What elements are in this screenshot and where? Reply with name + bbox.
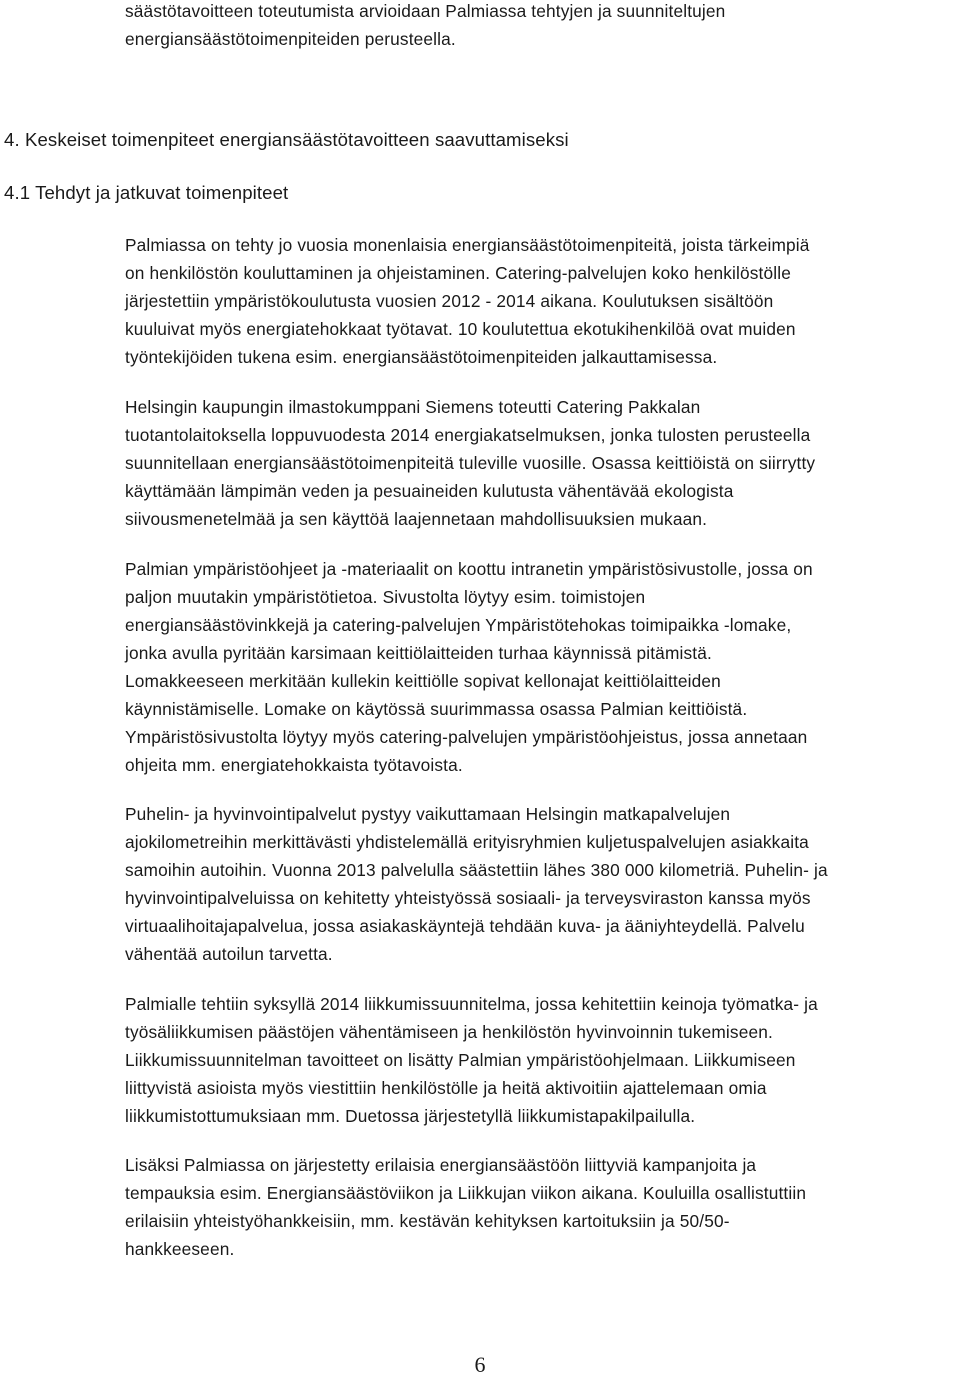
text-line: tempauksia esim. Energiansäästöviikon ja Liikkujan viikon aikana. Kouluilla osallistuttiin xyxy=(125,1183,807,1203)
text-line: Puhelin- ja hyvinvointipalvelut pystyy vaikuttamaan Helsingin matkapalvelujen xyxy=(125,804,731,824)
text-line: energiansäästötoimenpiteiden perusteella. xyxy=(125,29,456,49)
text-line: käyttämään lämpimän veden ja pesuaineiden kulutusta vähentävää ekologista xyxy=(125,481,734,501)
text-line: siivousmenetelmää ja sen käyttöä laajennetaan mahdollisuuksien mukaan. xyxy=(125,509,708,529)
text-line: Palmialle tehtiin syksyllä 2014 liikkumissuunnitelma, jossa kehitettiin keinoja työmatka- ja xyxy=(125,994,818,1014)
text-line: samoihin autoihin. Vuonna 2013 palvelulla säästettiin lähes 380 000 kilometriä. Puhelin- ja xyxy=(125,860,828,880)
text-line: järjestettiin ympäristökoulutusta vuosien 2012 - 2014 aikana. Koulutuksen sisältöön xyxy=(125,291,774,311)
page-number: 6 xyxy=(474,1352,486,1377)
text-line: Lomakkeeseen merkitään kullekin keittiölle sopivat kellonajat keittiölaitteiden xyxy=(125,671,721,691)
text-line: työsäliikkumisen päästöjen vähentämiseen ja henkilöstön hyvinvoinnin tukemiseen. xyxy=(125,1022,773,1042)
text-line: Palmian ympäristöohjeet ja -materiaalit on koottu intranetin ympäristösivustolle, jossa on xyxy=(125,559,813,579)
text-line: ajokilometreihin merkittävästi yhdistelemällä erityisryhmien kuljetuspalvelujen asiakkaita xyxy=(125,832,809,852)
text-line: virtuaalihoitajapalvelua, jossa asiakaskäyntejä tehdään kuva- ja ääniyhteydellä. Palvelu xyxy=(125,916,805,936)
text-line: jonka avulla pyritään karsimaan keittiölaitteiden turhaa käynnissä pitämistä. xyxy=(125,643,712,663)
text-line: tuotantolaitoksella loppuvuodesta 2014 energiakatselmuksen, jonka tulosten perusteella xyxy=(125,425,811,445)
text-line: hankkeeseen. xyxy=(125,1239,235,1259)
text-line: ohjeita mm. energiatehokkaista työtavoista. xyxy=(125,755,463,775)
text-line: Palmiassa on tehty jo vuosia monenlaisia energiansäästötoimenpiteitä, joista tärkeimpiä xyxy=(125,235,810,255)
text-line: suunnitellaan energiansäästötoimenpiteitä tuleville vuosille. Osassa keittiöistä on siirrytty xyxy=(125,453,816,473)
text-line: käynnistämiselle. Lomake on käytössä suurimmassa osassa Palmian keittiöistä. xyxy=(125,699,748,719)
text-line: Liikkumissuunnitelman tavoitteet on lisätty Palmian ympäristöohjelmaan. Liikkumiseen xyxy=(125,1050,796,1070)
text-line: paljon muutakin ympäristötietoa. Sivustolta löytyy esim. toimistojen xyxy=(125,587,646,607)
text-line: säästötavoitteen toteutumista arvioidaan Palmiassa tehtyjen ja suunniteltujen xyxy=(125,1,726,21)
section-heading: 4. Keskeiset toimenpiteet energiansäästötavoitteen saavuttamiseksi xyxy=(4,129,569,150)
text-line: kuuluivat myös energiatehokkaat työtavat. 10 koulutettua ekotukihenkilöä ovat muiden xyxy=(125,319,796,339)
text-line: Helsingin kaupungin ilmastokumppani Siemens toteutti Catering Pakkalan xyxy=(125,397,701,417)
text-line: on henkilöstön kouluttaminen ja ohjeistaminen. Catering-palvelujen koko henkilöstölle xyxy=(125,263,791,283)
text-line: erilaisiin yhteistyöhankkeisiin, mm. kestävän kehityksen kartoituksiin ja 50/50- xyxy=(125,1211,730,1231)
text-line: työntekijöiden tukena esim. energiansäästötoimenpiteiden jalkauttamisessa. xyxy=(125,347,718,367)
text-line: liittyvistä asioista myös viestittiin henkilöstölle ja heitä aktivoitiin ajattelemaan omia xyxy=(125,1078,767,1098)
text-line: energiansäästövinkkejä ja catering-palvelujen Ympäristötehokas toimipaikka -lomake, xyxy=(125,615,792,635)
text-line: Lisäksi Palmiassa on järjestetty erilaisia energiansäästöön liittyviä kampanjoita ja xyxy=(125,1155,757,1175)
subsection-heading: 4.1 Tehdyt ja jatkuvat toimenpiteet xyxy=(4,182,289,203)
text-line: vähentää autoilun tarvetta. xyxy=(125,944,333,964)
text-line: Ympäristösivustolta löytyy myös catering-palvelujen ympäristöohjeistus, jossa annetaan xyxy=(125,727,808,747)
text-line: liikkumistottumuksiaan mm. Duetossa järjestetyllä liikkumistapakilpailulla. xyxy=(125,1106,696,1126)
text-line: hyvinvointipalveluissa on kehitetty yhteistyössä sosiaali- ja terveysviraston kanssa myös xyxy=(125,888,811,908)
